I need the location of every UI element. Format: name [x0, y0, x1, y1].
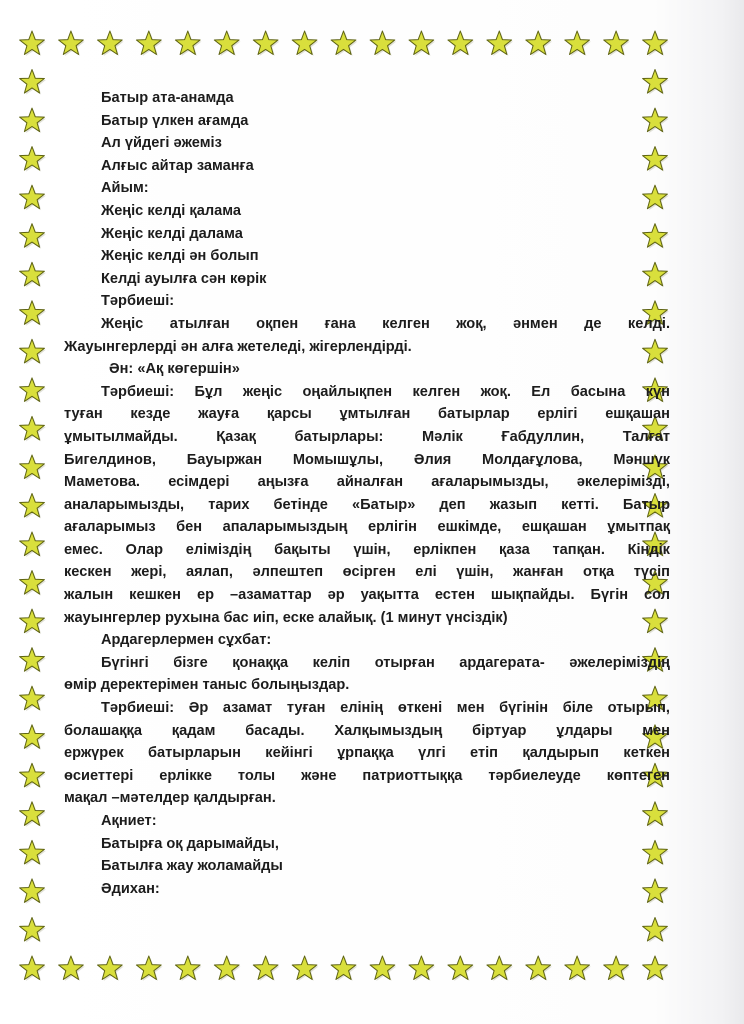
verse-line: Жеңіс келді ән болып [101, 248, 259, 265]
speaker-label: Тәрбиеші: [101, 293, 175, 310]
paragraph-line: Бүгінгі бізге қонаққа келіп отырған ардагерата- әжелеріміздің [101, 654, 670, 671]
verse-line: Алғыс айтар заманға [101, 157, 254, 174]
paragraph-line: емес. Олар еліміздің бақыты үшін, ерлікпен қаза тапқан. Кіндік [64, 541, 670, 558]
paragraph-line: Маметова. есімдері аңызға айналған ағаларымызды, әкелерімізді, [64, 474, 670, 491]
paragraph-line: Жеңіс атылған оқпен ғана келген жоқ, әнмен де келді. [101, 315, 670, 332]
paragraph-line: өсиеттері ерлікке толы және патриоттыққа тәрбиелеуде көптеген [64, 767, 670, 784]
paragraph-line: Тәрбиеші: Әр азамат туған елінің өткені мен бүгінін біле отырып, [101, 700, 670, 717]
speaker-label: Ақниет: [101, 813, 157, 829]
verse-line: Батыр үлкен ағамда [101, 112, 249, 129]
speaker-label: Айым: [101, 180, 149, 197]
paragraph-line: өмір деректерімен таныс болыңыздар. [64, 677, 350, 694]
verse-line: Жеңіс келді қалама [101, 202, 241, 219]
section-label: Ардагерлермен сұхбат: [101, 632, 272, 649]
paragraph-line: жауынгерлер рухына бас иіп, еске алайық. (1 минут үнсіздік) [64, 609, 508, 626]
paragraph-line: Тәрбиеші: Бұл жеңіс оңайлықпен келген жоқ. Ел басына күн [101, 383, 670, 400]
paragraph-line: аналарымызды, тарих бетінде «Батыр» деп жазып кетті. Батыр [64, 496, 670, 513]
paragraph-line: ержүрек батырларын кейінгі ұрпаққа үлгі етіп қалдырып кеткен [64, 745, 670, 762]
verse-line: Келді ауылға сән көрік [101, 270, 267, 287]
paragraph-line: жалын кешкен ер –азаматтар әр уақытта естен шықпайды. Бүгін сол [64, 587, 670, 604]
verse-line: Батырға оқ дарымайды, [101, 835, 279, 852]
paragraph-line: туған кезде жауға қарсы ұмтылған батырлар ерлігі ешқашан [64, 406, 670, 423]
paragraph-line: Жауынгерлерді ән алға жетеледі, жігерлендірді. [64, 338, 412, 355]
song-title: Ән: «Ақ көгершін» [109, 361, 240, 378]
paragraph-line: Бигелдинов, Бауыржан Момышұлы, Әлия Молдағұлова, Мәншүк [64, 451, 670, 468]
paragraph-line: болашаққа қадам басады. Халқымыздың біртуар ұлдары мен [64, 722, 670, 739]
paragraph-line: ағаларымыз бен апаларымыздың ерлігін ешкімде, ешқашан ұмытпақ [64, 519, 670, 536]
paragraph-line: ұмытылмайды. Қазақ батырлары: Мәлік Ғабдуллин, Талғат [64, 428, 670, 445]
verse-line: Батыр ата-анамда [101, 90, 234, 106]
paragraph-line: мақал –мәтелдер қалдырған. [64, 790, 276, 807]
verse-line: Батылға жау жоламайды [101, 858, 283, 875]
verse-line: Жеңіс келді далама [101, 225, 243, 242]
verse-line: Ал үйдегі әжеміз [101, 135, 222, 152]
paragraph-line: кескен жері, аялап, әлпештеп өсірген елі үшін, жанған отқа түсіп [64, 564, 670, 581]
document-text [64, 87, 670, 900]
speaker-label: Әдихан: [101, 880, 160, 897]
